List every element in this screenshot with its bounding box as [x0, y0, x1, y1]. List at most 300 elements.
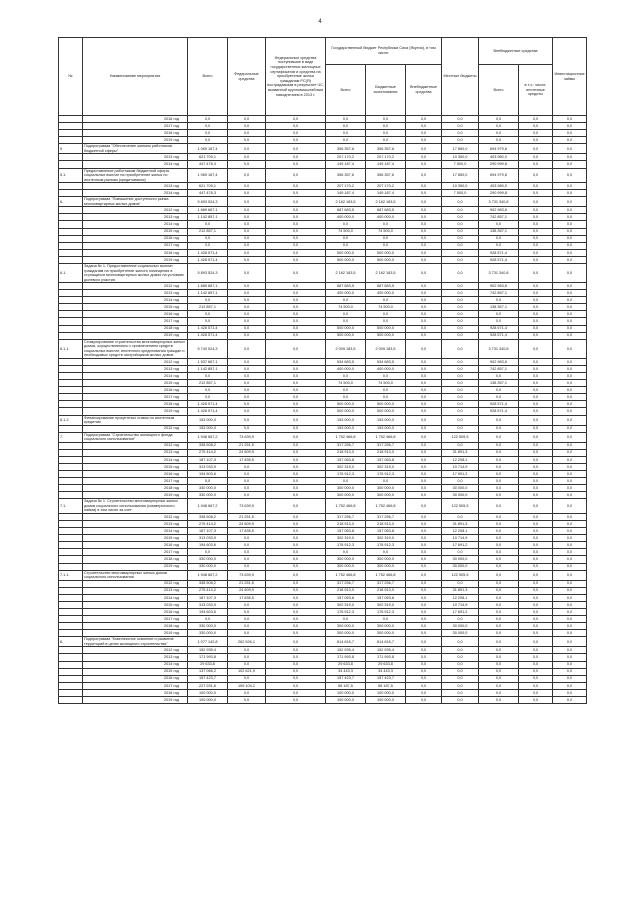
cell-state-extra: 0,0	[406, 358, 442, 365]
cell-extra-incl: 0,0	[519, 442, 553, 449]
cell-invest: 0,0	[553, 654, 587, 661]
cell-name: 2012 год	[83, 207, 188, 214]
table-row-year	[59, 130, 587, 137]
cell-name: 2012 год	[83, 580, 188, 587]
cell-extra-total: 0,0	[479, 675, 519, 682]
cell-extra-total: 928 571,4	[479, 401, 519, 408]
cell-federal: 0,0	[228, 235, 266, 242]
cell-local: 31 891,3	[442, 587, 479, 594]
cell-local: 12 208,1	[442, 594, 479, 601]
cell-name: 2012 год	[83, 442, 188, 449]
cell-local: 0,0	[442, 304, 479, 311]
cell-federal: 0,0	[228, 689, 266, 696]
cell-total: 1 428 571,4	[188, 401, 228, 408]
cell-state-total: 0,0	[326, 116, 366, 123]
cell-num: 5	[59, 144, 83, 154]
cell-total: 1 948 667,2	[188, 432, 228, 442]
cell-federal: 0,0	[228, 372, 266, 379]
cell-local: 7 500,0	[442, 161, 479, 168]
cell-total: 171 993,8	[188, 654, 228, 661]
cell-local: 30 000,0	[442, 485, 479, 492]
cell-federal: 0,0	[228, 535, 266, 542]
cell-total: 1 069 187,4	[188, 144, 228, 154]
cell-fund: 0,0	[266, 630, 326, 637]
cell-state-extra: 0,0	[406, 221, 442, 228]
cell-state-total: 300 000,0	[326, 563, 366, 570]
cell-extra-incl: 0,0	[519, 608, 553, 615]
cell-total: 330 000,0	[188, 630, 228, 637]
table-row-year	[59, 380, 587, 387]
cell-total: 1 428 571,4	[188, 408, 228, 415]
cell-extra-total: 902 983,6	[479, 283, 519, 290]
cell-state-budget: 29 633,8	[366, 661, 406, 668]
cell-invest: 0,0	[553, 116, 587, 123]
cell-fund: 0,0	[266, 183, 326, 190]
cell-state-extra: 0,0	[406, 563, 442, 570]
cell-total: 0,0	[188, 130, 228, 137]
cell-invest: 0,0	[553, 264, 587, 283]
cell-federal: 0,0	[228, 242, 266, 249]
cell-total: 338 508,2	[188, 442, 228, 449]
table-row-year	[59, 249, 587, 256]
cell-state-extra: 0,0	[406, 456, 442, 463]
cell-num	[59, 380, 83, 387]
table-row-section	[59, 168, 587, 183]
table-row-year	[59, 580, 587, 587]
cell-local: 12 208,1	[442, 456, 479, 463]
cell-state-budget: 0,0	[366, 123, 406, 130]
table-row-year	[59, 654, 587, 661]
cell-invest: 0,0	[553, 242, 587, 249]
cell-state-budget: 534 683,5	[366, 358, 406, 365]
cell-federal: 0,0	[228, 311, 266, 318]
cell-federal: 0,0	[228, 697, 266, 704]
cell-name: 2017 год	[83, 682, 188, 689]
cell-state-total: 74 500,0	[326, 380, 366, 387]
cell-state-budget: 74 500,0	[366, 380, 406, 387]
cell-total: 330 000,0	[188, 556, 228, 563]
cell-fund: 0,0	[266, 123, 326, 130]
cell-total: 1 689 667,1	[188, 207, 228, 214]
cell-fund: 0,0	[266, 311, 326, 318]
cell-local: 0,0	[442, 264, 479, 283]
cell-state-extra: 0,0	[406, 528, 442, 535]
cell-federal: 0,0	[228, 542, 266, 549]
header-num: №	[59, 38, 83, 116]
cell-local: 0,0	[442, 297, 479, 304]
cell-federal: 0,0	[228, 183, 266, 190]
cell-state-extra: 0,0	[406, 154, 442, 161]
cell-extra-incl: 0,0	[519, 214, 553, 221]
cell-extra-incl: 0,0	[519, 154, 553, 161]
cell-total: 0,0	[188, 137, 228, 144]
cell-federal: 73 639,9	[228, 499, 266, 514]
cell-state-total: 302 319,0	[326, 535, 366, 542]
cell-num: 5.1.	[59, 168, 83, 183]
cell-state-extra: 0,0	[406, 661, 442, 668]
cell-state-extra: 0,0	[406, 580, 442, 587]
table-row-year	[59, 608, 587, 615]
cell-federal: 0,0	[228, 556, 266, 563]
cell-name: 2016 год	[83, 675, 188, 682]
cell-extra-incl: 0,0	[519, 394, 553, 401]
cell-state-budget: 0,0	[366, 387, 406, 394]
cell-extra-total: 0,0	[479, 682, 519, 689]
cell-state-total: 0,0	[326, 242, 366, 249]
cell-extra-total: 0,0	[479, 492, 519, 499]
cell-extra-total: 0,0	[479, 116, 519, 123]
cell-total: 447 478,3	[188, 190, 228, 197]
cell-name: 2018 год	[83, 130, 188, 137]
page-number: 4	[318, 19, 322, 25]
cell-invest: 0,0	[553, 168, 587, 183]
table-row-section	[59, 415, 587, 425]
cell-name: 2013 год	[83, 290, 188, 297]
cell-state-extra: 0,0	[406, 697, 442, 704]
cell-state-budget: 218 913,0	[366, 520, 406, 527]
cell-invest: 0,0	[553, 697, 587, 704]
cell-invest: 0,0	[553, 682, 587, 689]
cell-fund: 0,0	[266, 492, 326, 499]
cell-state-total: 500 000,0	[326, 249, 366, 256]
cell-extra-incl: 0,0	[519, 304, 553, 311]
cell-fund: 0,0	[266, 542, 326, 549]
cell-local: 0,0	[442, 332, 479, 339]
cell-state-budget: 0,0	[366, 394, 406, 401]
cell-state-budget: 157 063,8	[366, 528, 406, 535]
cell-federal: 21 251,5	[228, 513, 266, 520]
cell-federal: 0,0	[228, 408, 266, 415]
cell-extra-incl: 0,0	[519, 654, 553, 661]
cell-extra-total: 0,0	[479, 528, 519, 535]
cell-extra-total: 0,0	[479, 221, 519, 228]
cell-state-total: 29 633,8	[326, 661, 366, 668]
cell-state-total: 2 009 183,5	[326, 339, 366, 358]
cell-num	[59, 123, 83, 130]
cell-local: 0,0	[442, 697, 479, 704]
cell-extra-total: 0,0	[479, 661, 519, 668]
table-row-year	[59, 492, 587, 499]
cell-federal: 0,0	[228, 116, 266, 123]
cell-extra-incl: 0,0	[519, 372, 553, 379]
cell-num: 6.1.	[59, 264, 83, 283]
cell-state-extra: 0,0	[406, 570, 442, 580]
cell-fund: 0,0	[266, 697, 326, 704]
cell-num	[59, 249, 83, 256]
cell-invest: 0,0	[553, 394, 587, 401]
header-extra-incl: в т.ч.: числе, ипотечные кредиты	[519, 65, 553, 116]
cell-fund: 0,0	[266, 580, 326, 587]
table-row-year	[59, 661, 587, 668]
cell-extra-incl: 0,0	[519, 647, 553, 654]
cell-federal: 0,0	[228, 332, 266, 339]
cell-invest: 0,0	[553, 221, 587, 228]
cell-extra-incl: 0,0	[519, 697, 553, 704]
cell-state-extra: 0,0	[406, 549, 442, 556]
cell-invest: 0,0	[553, 372, 587, 379]
cell-state-extra: 0,0	[406, 425, 442, 432]
cell-state-total: 400 000,0	[326, 214, 366, 221]
cell-state-total: 0,0	[326, 221, 366, 228]
cell-invest: 0,0	[553, 580, 587, 587]
cell-name: 2017 год	[83, 549, 188, 556]
cell-total: 1 077 142,8	[188, 637, 228, 647]
cell-total: 100 000,0	[188, 689, 228, 696]
cell-state-extra: 0,0	[406, 601, 442, 608]
cell-num	[59, 675, 83, 682]
cell-extra-total: 138 357,1	[479, 380, 519, 387]
cell-extra-incl: 0,0	[519, 311, 553, 318]
cell-local: 17 850,0	[442, 168, 479, 183]
cell-total: 194 603,6	[188, 542, 228, 549]
cell-fund: 0,0	[266, 689, 326, 696]
cell-state-budget: 176 912,3	[366, 470, 406, 477]
cell-state-total: 814 616,7	[326, 637, 366, 647]
cell-extra-incl: 0,0	[519, 580, 553, 587]
cell-local: 17 691,2	[442, 608, 479, 615]
cell-name: 2019 год	[83, 408, 188, 415]
cell-total: 194 603,6	[188, 608, 228, 615]
table-row-year	[59, 623, 587, 630]
cell-extra-total: 0,0	[479, 630, 519, 637]
cell-state-extra: 0,0	[406, 207, 442, 214]
cell-extra-incl: 0,0	[519, 668, 553, 675]
cell-name: 2016 год	[83, 542, 188, 549]
cell-total: 0,0	[188, 387, 228, 394]
cell-num	[59, 235, 83, 242]
cell-name: 2015 год	[83, 463, 188, 470]
table-row-year	[59, 408, 587, 415]
cell-invest: 0,0	[553, 689, 587, 696]
cell-total: 0,0	[188, 372, 228, 379]
cell-state-total: 687 683,5	[326, 283, 366, 290]
table-row-year	[59, 563, 587, 570]
cell-name: 2018 год	[83, 325, 188, 332]
header-state-extra: Внебюджетные средства	[406, 65, 442, 116]
cell-federal: 0,0	[228, 168, 266, 183]
cell-invest: 0,0	[553, 214, 587, 221]
cell-local: 0,0	[442, 325, 479, 332]
table-row-year	[59, 520, 587, 527]
cell-total: 330 000,0	[188, 492, 228, 499]
cell-federal: 0,0	[228, 387, 266, 394]
cell-fund: 0,0	[266, 372, 326, 379]
cell-state-total: 34 443,3	[326, 668, 366, 675]
cell-name: 2012 год	[83, 513, 188, 520]
cell-total: 212 857,1	[188, 228, 228, 235]
cell-extra-total: 0,0	[479, 587, 519, 594]
cell-federal: 0,0	[228, 463, 266, 470]
cell-federal: 0,0	[228, 249, 266, 256]
cell-fund: 0,0	[266, 661, 326, 668]
cell-num	[59, 214, 83, 221]
cell-num	[59, 394, 83, 401]
cell-state-extra: 0,0	[406, 297, 442, 304]
cell-state-budget: 153 000,0	[366, 415, 406, 425]
cell-name: 2014 год	[83, 221, 188, 228]
table-row-year	[59, 154, 587, 161]
cell-local: 0,0	[442, 290, 479, 297]
cell-invest: 0,0	[553, 623, 587, 630]
table-row-section	[59, 197, 587, 207]
cell-total: 137 066,2	[188, 668, 228, 675]
cell-state-extra: 0,0	[406, 318, 442, 325]
cell-state-extra: 0,0	[406, 304, 442, 311]
cell-state-extra: 0,0	[406, 380, 442, 387]
cell-total: 152 935,4	[188, 647, 228, 654]
cell-state-extra: 0,0	[406, 311, 442, 318]
cell-local: 0,0	[442, 661, 479, 668]
cell-fund: 0,0	[266, 207, 326, 214]
cell-total: 313 033,9	[188, 601, 228, 608]
table-row-year	[59, 528, 587, 535]
cell-federal: 17 835,5	[228, 528, 266, 535]
cell-local: 0,0	[442, 513, 479, 520]
cell-num	[59, 221, 83, 228]
cell-name: 2017 год	[83, 242, 188, 249]
cell-local: 0,0	[442, 197, 479, 207]
cell-name: Финансирование процентных ставок по ипотечным кредитам	[83, 415, 188, 425]
cell-extra-incl: 0,0	[519, 197, 553, 207]
cell-num	[59, 318, 83, 325]
cell-federal: 0,0	[228, 290, 266, 297]
cell-extra-incl: 0,0	[519, 637, 553, 647]
cell-fund: 0,0	[266, 318, 326, 325]
cell-total: 1 142 857,1	[188, 365, 228, 372]
cell-local: 0,0	[442, 123, 479, 130]
cell-fund: 0,0	[266, 339, 326, 358]
table-row-year	[59, 387, 587, 394]
cell-fund: 0,0	[266, 478, 326, 485]
cell-state-budget: 100 000,0	[366, 697, 406, 704]
cell-total: 275 414,2	[188, 520, 228, 527]
cell-local: 10 350,0	[442, 154, 479, 161]
cell-total: 153 000,0	[188, 415, 228, 425]
cell-extra-total: 694 979,8	[479, 168, 519, 183]
cell-state-budget: 0,0	[366, 137, 406, 144]
cell-total: 1 069 187,4	[188, 168, 228, 183]
cell-state-total: 0,0	[326, 235, 366, 242]
cell-fund: 0,0	[266, 570, 326, 580]
cell-invest: 0,0	[553, 668, 587, 675]
cell-federal: 0,0	[228, 616, 266, 623]
cell-extra-incl: 0,0	[519, 563, 553, 570]
cell-name: 2019 год	[83, 630, 188, 637]
cell-invest: 0,0	[553, 478, 587, 485]
cell-extra-total: 138 357,1	[479, 304, 519, 311]
cell-state-budget: 207 170,2	[366, 154, 406, 161]
cell-invest: 0,0	[553, 520, 587, 527]
table-row-year	[59, 542, 587, 549]
table-row-year	[59, 332, 587, 339]
cell-name: 2012 год	[83, 647, 188, 654]
cell-extra-incl: 0,0	[519, 318, 553, 325]
cell-name: Подпрограмма "Повышение доступности рынка многоквартирных жилых домов"	[83, 197, 188, 207]
cell-state-total: 0,0	[326, 130, 366, 137]
cell-state-total: 157 423,7	[326, 675, 366, 682]
cell-num: 6.1.2.	[59, 415, 83, 425]
cell-extra-total: 742 857,1	[479, 365, 519, 372]
cell-state-budget: 302 319,0	[366, 535, 406, 542]
cell-local: 0,0	[442, 425, 479, 432]
cell-invest: 0,0	[553, 365, 587, 372]
table-row-year	[59, 401, 587, 408]
cell-federal: 102 621,9	[228, 668, 266, 675]
cell-extra-total: 0,0	[479, 242, 519, 249]
cell-state-extra: 0,0	[406, 235, 442, 242]
cell-extra-total: 0,0	[479, 485, 519, 492]
table-row-year	[59, 594, 587, 601]
cell-fund: 0,0	[266, 637, 326, 647]
cell-extra-incl: 0,0	[519, 332, 553, 339]
cell-federal: 0,0	[228, 608, 266, 615]
table-row-year	[59, 290, 587, 297]
cell-total: 0,0	[188, 549, 228, 556]
cell-state-extra: 0,0	[406, 116, 442, 123]
cell-federal: 24 609,9	[228, 520, 266, 527]
cell-federal: 73 639,9	[228, 570, 266, 580]
cell-fund: 0,0	[266, 470, 326, 477]
header-fund: Федеральные средства поступившие в виде государственных жилищных сертификатов и средства на приобретение жилья гражданам РС(Я) пострадавшим в результате ЧС, вызванной крупномасштабным наводнением в 2013 г.	[266, 38, 326, 116]
cell-num	[59, 601, 83, 608]
cell-extra-total: 0,0	[479, 499, 519, 514]
cell-fund: 0,0	[266, 587, 326, 594]
cell-invest: 0,0	[553, 432, 587, 442]
cell-extra-total: 0,0	[479, 623, 519, 630]
cell-state-budget: 1 752 466,8	[366, 432, 406, 442]
cell-fund: 0,0	[266, 463, 326, 470]
cell-name: 2015 год	[83, 228, 188, 235]
cell-fund: 0,0	[266, 168, 326, 183]
cell-state-budget: 149 187,4	[366, 190, 406, 197]
cell-name: 2015 год	[83, 535, 188, 542]
cell-total: 0,0	[188, 123, 228, 130]
cell-total: 275 414,2	[188, 587, 228, 594]
cell-local: 0,0	[442, 207, 479, 214]
cell-total: 1 428 571,4	[188, 249, 228, 256]
cell-local: 0,0	[442, 380, 479, 387]
cell-total: 29 633,8	[188, 661, 228, 668]
cell-state-budget: 0,0	[366, 311, 406, 318]
cell-state-total: 687 683,5	[326, 207, 366, 214]
cell-local: 0,0	[442, 637, 479, 647]
cell-name: 2018 год	[83, 556, 188, 563]
cell-num	[59, 697, 83, 704]
cell-extra-total: 902 983,6	[479, 207, 519, 214]
cell-extra-incl: 0,0	[519, 365, 553, 372]
table-row-year	[59, 228, 587, 235]
cell-name: 2019 год	[83, 137, 188, 144]
cell-name: 2016 год	[83, 608, 188, 615]
cell-extra-incl: 0,0	[519, 380, 553, 387]
cell-extra-total: 0,0	[479, 563, 519, 570]
header-total: Всего	[188, 38, 228, 116]
cell-fund: 0,0	[266, 520, 326, 527]
cell-extra-total: 403 980,0	[479, 154, 519, 161]
cell-state-extra: 0,0	[406, 637, 442, 647]
cell-state-extra: 0,0	[406, 283, 442, 290]
cell-state-budget: 149 187,4	[366, 161, 406, 168]
cell-fund: 0,0	[266, 432, 326, 442]
cell-invest: 0,0	[553, 137, 587, 144]
cell-state-total: 1 752 466,8	[326, 570, 366, 580]
cell-extra-incl: 0,0	[519, 325, 553, 332]
cell-state-extra: 0,0	[406, 372, 442, 379]
cell-state-total: 153 000,0	[326, 425, 366, 432]
cell-fund: 0,0	[266, 144, 326, 154]
cell-state-budget: 0,0	[366, 235, 406, 242]
cell-state-budget: 500 000,0	[366, 401, 406, 408]
